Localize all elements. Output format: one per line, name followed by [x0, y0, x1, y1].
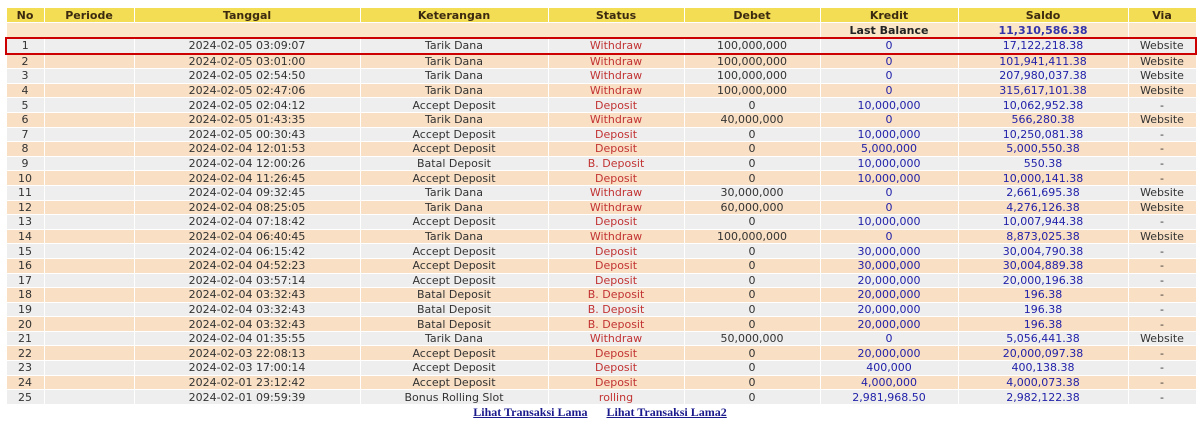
- cell-keterangan: Tarik Dana: [360, 83, 548, 98]
- cell-status: B. Deposit: [548, 288, 684, 303]
- cell-tanggal: 2024-02-04 03:32:43: [134, 317, 360, 332]
- cell-via: -: [1128, 98, 1196, 113]
- cell-kredit: 10,000,000: [820, 215, 958, 230]
- cell-via: -: [1128, 215, 1196, 230]
- cell-tanggal: 2024-02-04 09:32:45: [134, 185, 360, 200]
- cell-saldo: 207,980,037.38: [958, 69, 1128, 84]
- cell-kredit: 0: [820, 112, 958, 127]
- col-status[interactable]: Status: [548, 8, 684, 23]
- cell-no: 11: [6, 185, 44, 200]
- cell-debet: 0: [684, 244, 820, 259]
- cell-saldo: 10,250,081.38: [958, 127, 1128, 142]
- cell-keterangan: Tarik Dana: [360, 200, 548, 215]
- table-row[interactable]: [6, 83, 1196, 98]
- table-row[interactable]: [6, 69, 1196, 84]
- cell-no: 15: [6, 244, 44, 259]
- cell-periode: [44, 127, 134, 142]
- cell-no: 1: [6, 38, 44, 54]
- cell-saldo: 10,062,952.38: [958, 98, 1128, 113]
- cell-kredit: 0: [820, 331, 958, 346]
- cell-via: -: [1128, 375, 1196, 390]
- link-transaksi-lama[interactable]: Lihat Transaksi Lama: [473, 405, 588, 419]
- cell-kredit: 20,000,000: [820, 273, 958, 288]
- cell-via: -: [1128, 244, 1196, 259]
- cell-no: 14: [6, 229, 44, 244]
- cell-debet: 0: [684, 302, 820, 317]
- cell-saldo: 2,661,695.38: [958, 185, 1128, 200]
- table-row-highlighted[interactable]: [6, 38, 1196, 54]
- cell-debet: 30,000,000: [684, 185, 820, 200]
- cell-periode: [44, 375, 134, 390]
- cell-debet: 0: [684, 375, 820, 390]
- cell-periode: [44, 390, 134, 405]
- table-row[interactable]: [6, 317, 1196, 332]
- cell-saldo: 101,941,411.38: [958, 54, 1128, 69]
- cell-no: 2: [6, 54, 44, 69]
- cell-keterangan: Accept Deposit: [360, 98, 548, 113]
- cell-periode: [44, 69, 134, 84]
- cell-no: 22: [6, 346, 44, 361]
- history-links: [0, 405, 1200, 420]
- cell-debet: 0: [684, 361, 820, 376]
- cell-tanggal: 2024-02-04 01:35:55: [134, 331, 360, 346]
- cell-keterangan: Tarik Dana: [360, 229, 548, 244]
- cell-periode: [44, 244, 134, 259]
- cell-kredit: 10,000,000: [820, 156, 958, 171]
- cell-saldo: 5,000,550.38: [958, 142, 1128, 157]
- cell-status: Deposit: [548, 361, 684, 376]
- cell-periode: [44, 156, 134, 171]
- cell-saldo: 550.38: [958, 156, 1128, 171]
- cell-debet: 0: [684, 317, 820, 332]
- cell-via: -: [1128, 346, 1196, 361]
- cell-saldo: 30,004,790.38: [958, 244, 1128, 259]
- cell-via: -: [1128, 390, 1196, 405]
- last-balance-value: 11,310,586.38: [958, 23, 1128, 39]
- cell-kredit: 5,000,000: [820, 142, 958, 157]
- cell-no: 5: [6, 98, 44, 113]
- cell-saldo: 2,982,122.38: [958, 390, 1128, 405]
- cell-debet: 0: [684, 98, 820, 113]
- cell-debet: 0: [684, 258, 820, 273]
- cell-keterangan: Batal Deposit: [360, 156, 548, 171]
- cell-no: 4: [6, 83, 44, 98]
- cell-periode: [44, 229, 134, 244]
- table-row[interactable]: [6, 215, 1196, 230]
- cell-tanggal: 2024-02-04 11:26:45: [134, 171, 360, 186]
- table-row[interactable]: [6, 258, 1196, 273]
- cell-status: Deposit: [548, 244, 684, 259]
- cell-saldo: 196.38: [958, 288, 1128, 303]
- cell-keterangan: Accept Deposit: [360, 127, 548, 142]
- cell-kredit: 0: [820, 38, 958, 54]
- cell-no: 25: [6, 390, 44, 405]
- cell-tanggal: 2024-02-04 03:57:14: [134, 273, 360, 288]
- cell-kredit: 0: [820, 69, 958, 84]
- cell-tanggal: 2024-02-05 00:30:43: [134, 127, 360, 142]
- table-row[interactable]: [6, 54, 1196, 69]
- cell-status: Deposit: [548, 346, 684, 361]
- cell-tanggal: 2024-02-01 09:59:39: [134, 390, 360, 405]
- cell-keterangan: Accept Deposit: [360, 258, 548, 273]
- cell-keterangan: Tarik Dana: [360, 54, 548, 69]
- col-kredit[interactable]: Kredit: [820, 8, 958, 23]
- cell-keterangan: Tarik Dana: [360, 331, 548, 346]
- cell-kredit: 0: [820, 83, 958, 98]
- cell-kredit: 10,000,000: [820, 171, 958, 186]
- cell-status: Deposit: [548, 171, 684, 186]
- cell-periode: [44, 302, 134, 317]
- cell-tanggal: 2024-02-05 01:43:35: [134, 112, 360, 127]
- cell-periode: [44, 200, 134, 215]
- cell-tanggal: 2024-02-03 17:00:14: [134, 361, 360, 376]
- cell-no: 16: [6, 258, 44, 273]
- transaction-table: [5, 7, 1197, 405]
- table-row[interactable]: [6, 375, 1196, 390]
- cell-via: -: [1128, 361, 1196, 376]
- cell-no: 13: [6, 215, 44, 230]
- cell-periode: [44, 54, 134, 69]
- table-row[interactable]: [6, 244, 1196, 259]
- cell-periode: [44, 171, 134, 186]
- cell-saldo: 10,000,141.38: [958, 171, 1128, 186]
- cell-debet: 0: [684, 273, 820, 288]
- cell-via: Website: [1128, 54, 1196, 69]
- cell-status: Deposit: [548, 142, 684, 157]
- cell-no: 19: [6, 302, 44, 317]
- cell-keterangan: Tarik Dana: [360, 112, 548, 127]
- cell-tanggal: 2024-02-01 23:12:42: [134, 375, 360, 390]
- cell-saldo: 17,122,218.38: [958, 38, 1128, 54]
- cell-status: B. Deposit: [548, 302, 684, 317]
- cell-keterangan: Accept Deposit: [360, 273, 548, 288]
- cell-status: Deposit: [548, 98, 684, 113]
- cell-keterangan: Bonus Rolling Slot: [360, 390, 548, 405]
- cell-status: Withdraw: [548, 331, 684, 346]
- cell-periode: [44, 98, 134, 113]
- cell-saldo: 4,276,126.38: [958, 200, 1128, 215]
- cell-keterangan: Accept Deposit: [360, 142, 548, 157]
- cell-kredit: 0: [820, 54, 958, 69]
- cell-debet: 100,000,000: [684, 83, 820, 98]
- cell-no: 7: [6, 127, 44, 142]
- cell-periode: [44, 83, 134, 98]
- cell-keterangan: Tarik Dana: [360, 38, 548, 54]
- cell-status: Withdraw: [548, 229, 684, 244]
- col-via[interactable]: Via: [1128, 8, 1196, 23]
- col-periode[interactable]: Periode: [44, 8, 134, 23]
- table-row[interactable]: [6, 127, 1196, 142]
- cell-kredit: 10,000,000: [820, 98, 958, 113]
- cell-status: Deposit: [548, 375, 684, 390]
- last-balance-label: Last Balance: [820, 23, 958, 39]
- cell-tanggal: 2024-02-05 02:47:06: [134, 83, 360, 98]
- col-debet[interactable]: Debet: [684, 8, 820, 23]
- cell-saldo: 4,000,073.38: [958, 375, 1128, 390]
- cell-status: B. Deposit: [548, 317, 684, 332]
- cell-tanggal: 2024-02-04 12:00:26: [134, 156, 360, 171]
- cell-debet: 100,000,000: [684, 38, 820, 54]
- cell-saldo: 10,007,944.38: [958, 215, 1128, 230]
- cell-via: Website: [1128, 185, 1196, 200]
- cell-kredit: 30,000,000: [820, 244, 958, 259]
- cell-saldo: 196.38: [958, 317, 1128, 332]
- cell-no: 23: [6, 361, 44, 376]
- cell-keterangan: Accept Deposit: [360, 346, 548, 361]
- cell-kredit: 400,000: [820, 361, 958, 376]
- cell-debet: 100,000,000: [684, 54, 820, 69]
- cell-status: Withdraw: [548, 38, 684, 54]
- cell-via: -: [1128, 302, 1196, 317]
- cell-debet: 0: [684, 215, 820, 230]
- table-row[interactable]: [6, 185, 1196, 200]
- cell-via: Website: [1128, 200, 1196, 215]
- cell-status: Withdraw: [548, 69, 684, 84]
- cell-saldo: 5,056,441.38: [958, 331, 1128, 346]
- cell-keterangan: Accept Deposit: [360, 171, 548, 186]
- cell-via: -: [1128, 288, 1196, 303]
- cell-status: B. Deposit: [548, 156, 684, 171]
- cell-keterangan: Accept Deposit: [360, 215, 548, 230]
- table-header-row: [6, 8, 1196, 23]
- cell-debet: 100,000,000: [684, 229, 820, 244]
- table-row[interactable]: [6, 302, 1196, 317]
- cell-kredit: 20,000,000: [820, 346, 958, 361]
- cell-debet: 0: [684, 156, 820, 171]
- cell-tanggal: 2024-02-04 06:15:42: [134, 244, 360, 259]
- col-tanggal[interactable]: Tanggal: [134, 8, 360, 23]
- table-row[interactable]: [6, 200, 1196, 215]
- cell-debet: 0: [684, 142, 820, 157]
- cell-periode: [44, 288, 134, 303]
- cell-keterangan: Tarik Dana: [360, 185, 548, 200]
- cell-kredit: 0: [820, 185, 958, 200]
- cell-debet: 0: [684, 346, 820, 361]
- cell-kredit: 0: [820, 229, 958, 244]
- cell-via: Website: [1128, 38, 1196, 54]
- cell-periode: [44, 38, 134, 54]
- cell-debet: 0: [684, 288, 820, 303]
- cell-debet: 50,000,000: [684, 331, 820, 346]
- cell-no: 20: [6, 317, 44, 332]
- cell-periode: [44, 361, 134, 376]
- table-row[interactable]: [6, 142, 1196, 157]
- cell-no: 24: [6, 375, 44, 390]
- cell-status: Withdraw: [548, 83, 684, 98]
- cell-via: Website: [1128, 331, 1196, 346]
- cell-tanggal: 2024-02-03 22:08:13: [134, 346, 360, 361]
- col-keterangan[interactable]: Keterangan: [360, 8, 548, 23]
- cell-tanggal: 2024-02-05 02:54:50: [134, 69, 360, 84]
- cell-keterangan: Accept Deposit: [360, 244, 548, 259]
- cell-via: Website: [1128, 229, 1196, 244]
- table-row[interactable]: [6, 98, 1196, 113]
- cell-no: 21: [6, 331, 44, 346]
- cell-tanggal: 2024-02-04 03:32:43: [134, 288, 360, 303]
- cell-saldo: 20,000,196.38: [958, 273, 1128, 288]
- table-row[interactable]: [6, 171, 1196, 186]
- cell-periode: [44, 273, 134, 288]
- cell-keterangan: Accept Deposit: [360, 375, 548, 390]
- cell-periode: [44, 215, 134, 230]
- cell-tanggal: 2024-02-05 03:01:00: [134, 54, 360, 69]
- cell-periode: [44, 331, 134, 346]
- cell-kredit: 30,000,000: [820, 258, 958, 273]
- cell-via: Website: [1128, 83, 1196, 98]
- cell-kredit: 4,000,000: [820, 375, 958, 390]
- cell-keterangan: Batal Deposit: [360, 317, 548, 332]
- cell-debet: 100,000,000: [684, 69, 820, 84]
- cell-via: -: [1128, 171, 1196, 186]
- link-transaksi-lama2[interactable]: Lihat Transaksi Lama2: [606, 405, 727, 419]
- cell-status: Deposit: [548, 215, 684, 230]
- cell-debet: 0: [684, 127, 820, 142]
- cell-tanggal: 2024-02-04 07:18:42: [134, 215, 360, 230]
- cell-kredit: 20,000,000: [820, 317, 958, 332]
- cell-keterangan: Tarik Dana: [360, 69, 548, 84]
- cell-no: 9: [6, 156, 44, 171]
- cell-kredit: 20,000,000: [820, 302, 958, 317]
- cell-saldo: 196.38: [958, 302, 1128, 317]
- cell-kredit: 0: [820, 200, 958, 215]
- cell-periode: [44, 112, 134, 127]
- table-row[interactable]: [6, 112, 1196, 127]
- cell-keterangan: Accept Deposit: [360, 361, 548, 376]
- cell-no: 8: [6, 142, 44, 157]
- cell-via: -: [1128, 273, 1196, 288]
- cell-tanggal: 2024-02-04 06:40:45: [134, 229, 360, 244]
- cell-via: -: [1128, 127, 1196, 142]
- cell-via: -: [1128, 317, 1196, 332]
- table-row[interactable]: [6, 346, 1196, 361]
- cell-saldo: 20,000,097.38: [958, 346, 1128, 361]
- cell-via: -: [1128, 258, 1196, 273]
- cell-tanggal: 2024-02-05 02:04:12: [134, 98, 360, 113]
- cell-saldo: 30,004,889.38: [958, 258, 1128, 273]
- cell-tanggal: 2024-02-04 03:32:43: [134, 302, 360, 317]
- cell-tanggal: 2024-02-04 08:25:05: [134, 200, 360, 215]
- cell-debet: 60,000,000: [684, 200, 820, 215]
- table-row[interactable]: [6, 156, 1196, 171]
- cell-via: -: [1128, 142, 1196, 157]
- cell-periode: [44, 185, 134, 200]
- cell-tanggal: 2024-02-04 12:01:53: [134, 142, 360, 157]
- cell-no: 10: [6, 171, 44, 186]
- cell-tanggal: 2024-02-04 04:52:23: [134, 258, 360, 273]
- table-row[interactable]: [6, 390, 1196, 405]
- cell-saldo: 8,873,025.38: [958, 229, 1128, 244]
- last-balance-row: [6, 23, 1196, 39]
- cell-kredit: 20,000,000: [820, 288, 958, 303]
- cell-via: -: [1128, 156, 1196, 171]
- cell-tanggal: 2024-02-05 03:09:07: [134, 38, 360, 54]
- table-row[interactable]: [6, 331, 1196, 346]
- col-saldo[interactable]: Saldo: [958, 8, 1128, 23]
- cell-kredit: 2,981,968.50: [820, 390, 958, 405]
- cell-keterangan: Batal Deposit: [360, 302, 548, 317]
- cell-status: Deposit: [548, 127, 684, 142]
- cell-no: 18: [6, 288, 44, 303]
- cell-no: 17: [6, 273, 44, 288]
- cell-saldo: 315,617,101.38: [958, 83, 1128, 98]
- cell-status: Withdraw: [548, 112, 684, 127]
- table-row[interactable]: [6, 361, 1196, 376]
- cell-status: Withdraw: [548, 185, 684, 200]
- cell-status: Deposit: [548, 258, 684, 273]
- cell-debet: 0: [684, 390, 820, 405]
- cell-saldo: 566,280.38: [958, 112, 1128, 127]
- cell-periode: [44, 346, 134, 361]
- cell-saldo: 400,138.38: [958, 361, 1128, 376]
- cell-no: 6: [6, 112, 44, 127]
- cell-periode: [44, 142, 134, 157]
- cell-debet: 0: [684, 171, 820, 186]
- cell-no: 12: [6, 200, 44, 215]
- cell-status: Deposit: [548, 273, 684, 288]
- cell-via: Website: [1128, 69, 1196, 84]
- table-row[interactable]: [6, 273, 1196, 288]
- cell-status: Withdraw: [548, 200, 684, 215]
- cell-periode: [44, 258, 134, 273]
- cell-kredit: 10,000,000: [820, 127, 958, 142]
- cell-status: rolling: [548, 390, 684, 405]
- table-row[interactable]: [6, 229, 1196, 244]
- cell-via: Website: [1128, 112, 1196, 127]
- cell-status: Withdraw: [548, 54, 684, 69]
- cell-periode: [44, 317, 134, 332]
- cell-no: 3: [6, 69, 44, 84]
- table-row[interactable]: [6, 288, 1196, 303]
- col-no[interactable]: No: [6, 8, 44, 23]
- cell-debet: 40,000,000: [684, 112, 820, 127]
- cell-keterangan: Batal Deposit: [360, 288, 548, 303]
